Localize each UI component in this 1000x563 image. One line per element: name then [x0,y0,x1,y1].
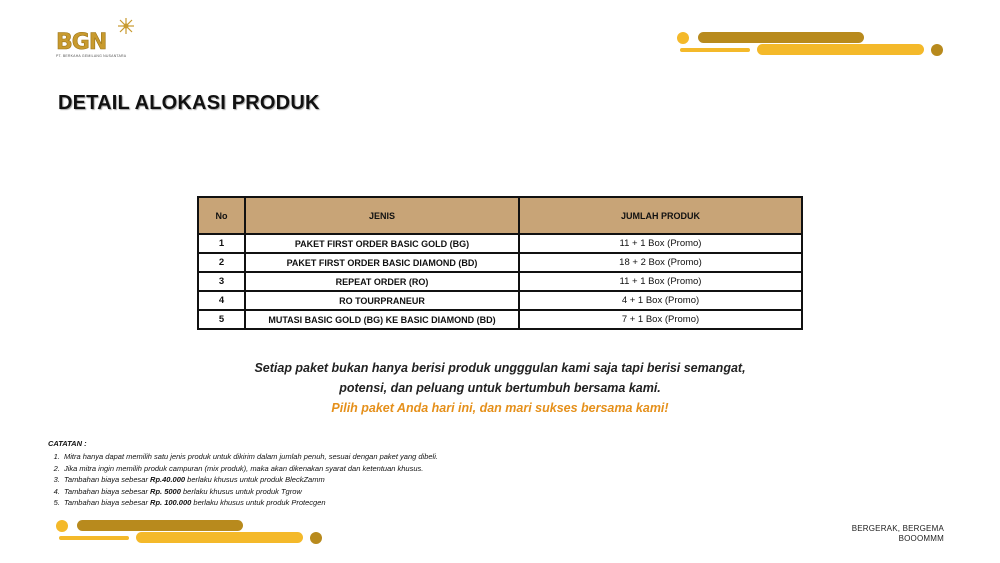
page-title: DETAIL ALOKASI PRODUK [58,92,320,114]
deco-dot [677,32,689,44]
header-jenis: JENIS [245,197,519,234]
deco-dot [931,44,943,56]
note-item [62,486,438,498]
deco-bar [680,48,750,52]
header-no: No [198,197,245,234]
note-text: berlaku khusus untuk produk Protecgen [191,498,326,507]
message-call-to-action: Pilih paket Anda hari ini, dan mari sukses bersama kami! [331,401,669,415]
allocation-table [197,196,803,330]
row-no: 2 [198,253,245,272]
promo-message [150,358,850,418]
table-row [198,253,802,272]
note-text: Tambahan biaya sebesar [64,475,151,484]
deco-bar [757,44,924,55]
note-text: berlaku khusus untuk produk BleckZamm [185,475,325,484]
table-row [198,234,802,253]
notes-title: CATATAN : [48,439,87,448]
note-item [62,474,438,486]
table-row [198,291,802,310]
note-item [62,463,438,475]
deco-bar [136,532,303,543]
company-logo [56,16,146,60]
row-jenis: REPEAT ORDER (RO) [245,272,519,291]
tagline-line-2: BOOOMMM [898,534,944,543]
note-price: Rp. 100.000 [150,498,192,507]
note-text: Mitra hanya dapat memilih satu jenis produk untuk dikirim dalam jumlah penuh, sesuai dengan paket yang dibeli. [64,452,438,461]
row-jumlah: 11 + 1 Box (Promo) [519,272,802,291]
table-row [198,272,802,291]
row-no: 1 [198,234,245,253]
deco-dot [310,532,322,544]
tagline [852,524,944,544]
deco-bar [77,520,243,531]
logo-subtitle: PT. BERKAHA GEMILANG NUSANTARA [56,54,127,58]
notes-section [48,439,438,509]
row-jenis: PAKET FIRST ORDER BASIC GOLD (BG) [245,234,519,253]
tagline-line-1: BERGERAK, BERGEMA [851,524,944,533]
table-header-row [198,197,802,234]
deco-bar [59,536,129,540]
message-line-2: potensi, dan peluang untuk bertumbuh bersama kami. [339,381,661,395]
table-row [198,310,802,329]
row-jenis: RO TOURPRANEUR [245,291,519,310]
row-jumlah: 7 + 1 Box (Promo) [519,310,802,329]
note-item [62,497,438,509]
note-text: berlaku khusus untuk produk Tgrow [180,486,302,496]
logo-star-icon [118,18,134,34]
message-line-1: Setiap paket bukan hanya berisi produk ungggulan kami saja tapi berisi semangat, [254,361,746,375]
note-price: Rp. 5000 [150,486,181,496]
note-text: Jika mitra ingin memilih produk campuran (mix produk), maka akan dikenakan syarat dan ketentuan khusus. [64,463,424,473]
row-jumlah: 18 + 2 Box (Promo) [519,253,802,272]
row-no: 3 [198,272,245,291]
note-item [62,451,438,463]
row-no: 5 [198,310,245,329]
note-text: Tambahan biaya sebesar [64,486,151,496]
note-price: Rp.40.000 [150,475,186,484]
row-jenis: MUTASI BASIC GOLD (BG) KE BASIC DIAMOND (BD) [245,310,519,329]
row-jumlah: 4 + 1 Box (Promo) [519,291,802,310]
row-jumlah: 11 + 1 Box (Promo) [519,234,802,253]
row-no: 4 [198,291,245,310]
note-text: Tambahan biaya sebesar [64,498,151,507]
deco-bar [698,32,864,43]
row-jenis: PAKET FIRST ORDER BASIC DIAMOND (BD) [245,253,519,272]
header-jumlah: JUMLAH PRODUK [519,197,802,234]
deco-dot [56,520,68,532]
logo-text: BGN [56,30,107,55]
